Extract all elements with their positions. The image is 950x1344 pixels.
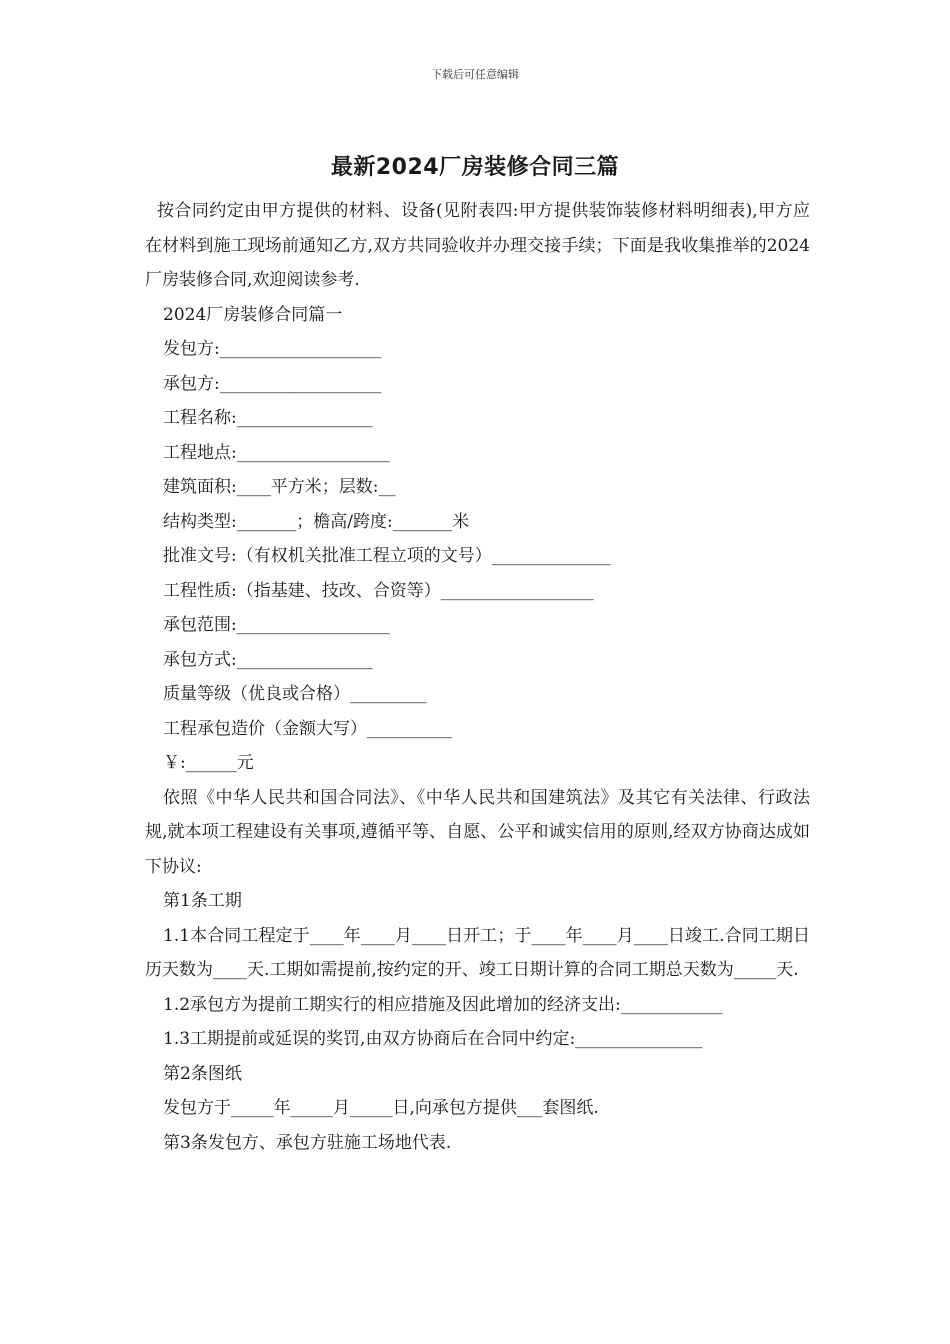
article-3-title: 第3条发包方、承包方驻施工场地代表. (163, 1132, 452, 1153)
field-employer: 发包方:___________________ (163, 339, 382, 359)
section-heading: 2024厂房装修合同篇一 (163, 304, 343, 325)
field-building-area: 建筑面积:____平方米；层数:__ (163, 477, 396, 497)
law-paragraph: 依照《中华人民共和国合同法》、《中华人民共和国建筑法》及其它有关法律、行政法规,就本项工程建设有关事项,遵循平等、自愿、公平和诚实信用的原则,经双方协商达成如下协议: (145, 787, 810, 877)
field-contract-price: 工程承包造价（金额大写）__________ (163, 718, 452, 739)
article-1-3: 1.3工期提前或延误的奖罚,由双方协商后在合同中约定:_______________ (163, 1029, 703, 1049)
article-1-1: 1.1本合同工程定于____年____月____日开工；于____年____月____日竣工.合同工期日历天数为____天.工期如需提前,按约定的开、竣工日期计算的合同工期总天数为_____天. (145, 925, 810, 980)
field-structure-type: 结构类型:_______；檐高/跨度:_______米 (163, 511, 470, 532)
article-2-body: 发包方于_____年_____月_____日,向承包方提供___套图纸. (163, 1098, 599, 1118)
article-1-2: 1.2承包方为提前工期实行的相应措施及因此增加的经济支出:____________ (163, 994, 723, 1015)
field-project-name: 工程名称:________________ (163, 408, 373, 428)
document-title: 最新2024厂房装修合同三篇 (330, 155, 620, 180)
field-approval-number: 批准文号:（有权机关批准工程立项的文号）______________ (163, 546, 611, 566)
field-contract-method: 承包方式:________________ (163, 649, 373, 670)
field-project-location: 工程地点:__________________ (163, 442, 390, 463)
field-quality-grade: 质量等级（优良或合格）_________ (163, 684, 427, 704)
field-contractor: 承包方:___________________ (163, 373, 382, 394)
field-contract-scope: 承包范围:__________________ (163, 615, 390, 635)
article-2-title: 第2条图纸 (163, 1063, 242, 1084)
article-1-title: 第1条工期 (163, 891, 242, 911)
field-price-amount: ￥:______元 (163, 753, 254, 773)
intro-paragraph: 按合同约定由甲方提供的材料、设备(见附表四:甲方提供装饰装修材料明细表),甲方应在材料到施工现场前通知乙方,双方共同验收并办理交接手续；下面是我收集推举的2024厂房装修合同,欢迎阅读参考. (145, 201, 810, 290)
page-header: 下载后可任意编辑 (431, 68, 519, 81)
field-project-nature: 工程性质:（指基建、技改、合资等）__________________ (163, 580, 594, 601)
document-body (145, 194, 810, 1160)
